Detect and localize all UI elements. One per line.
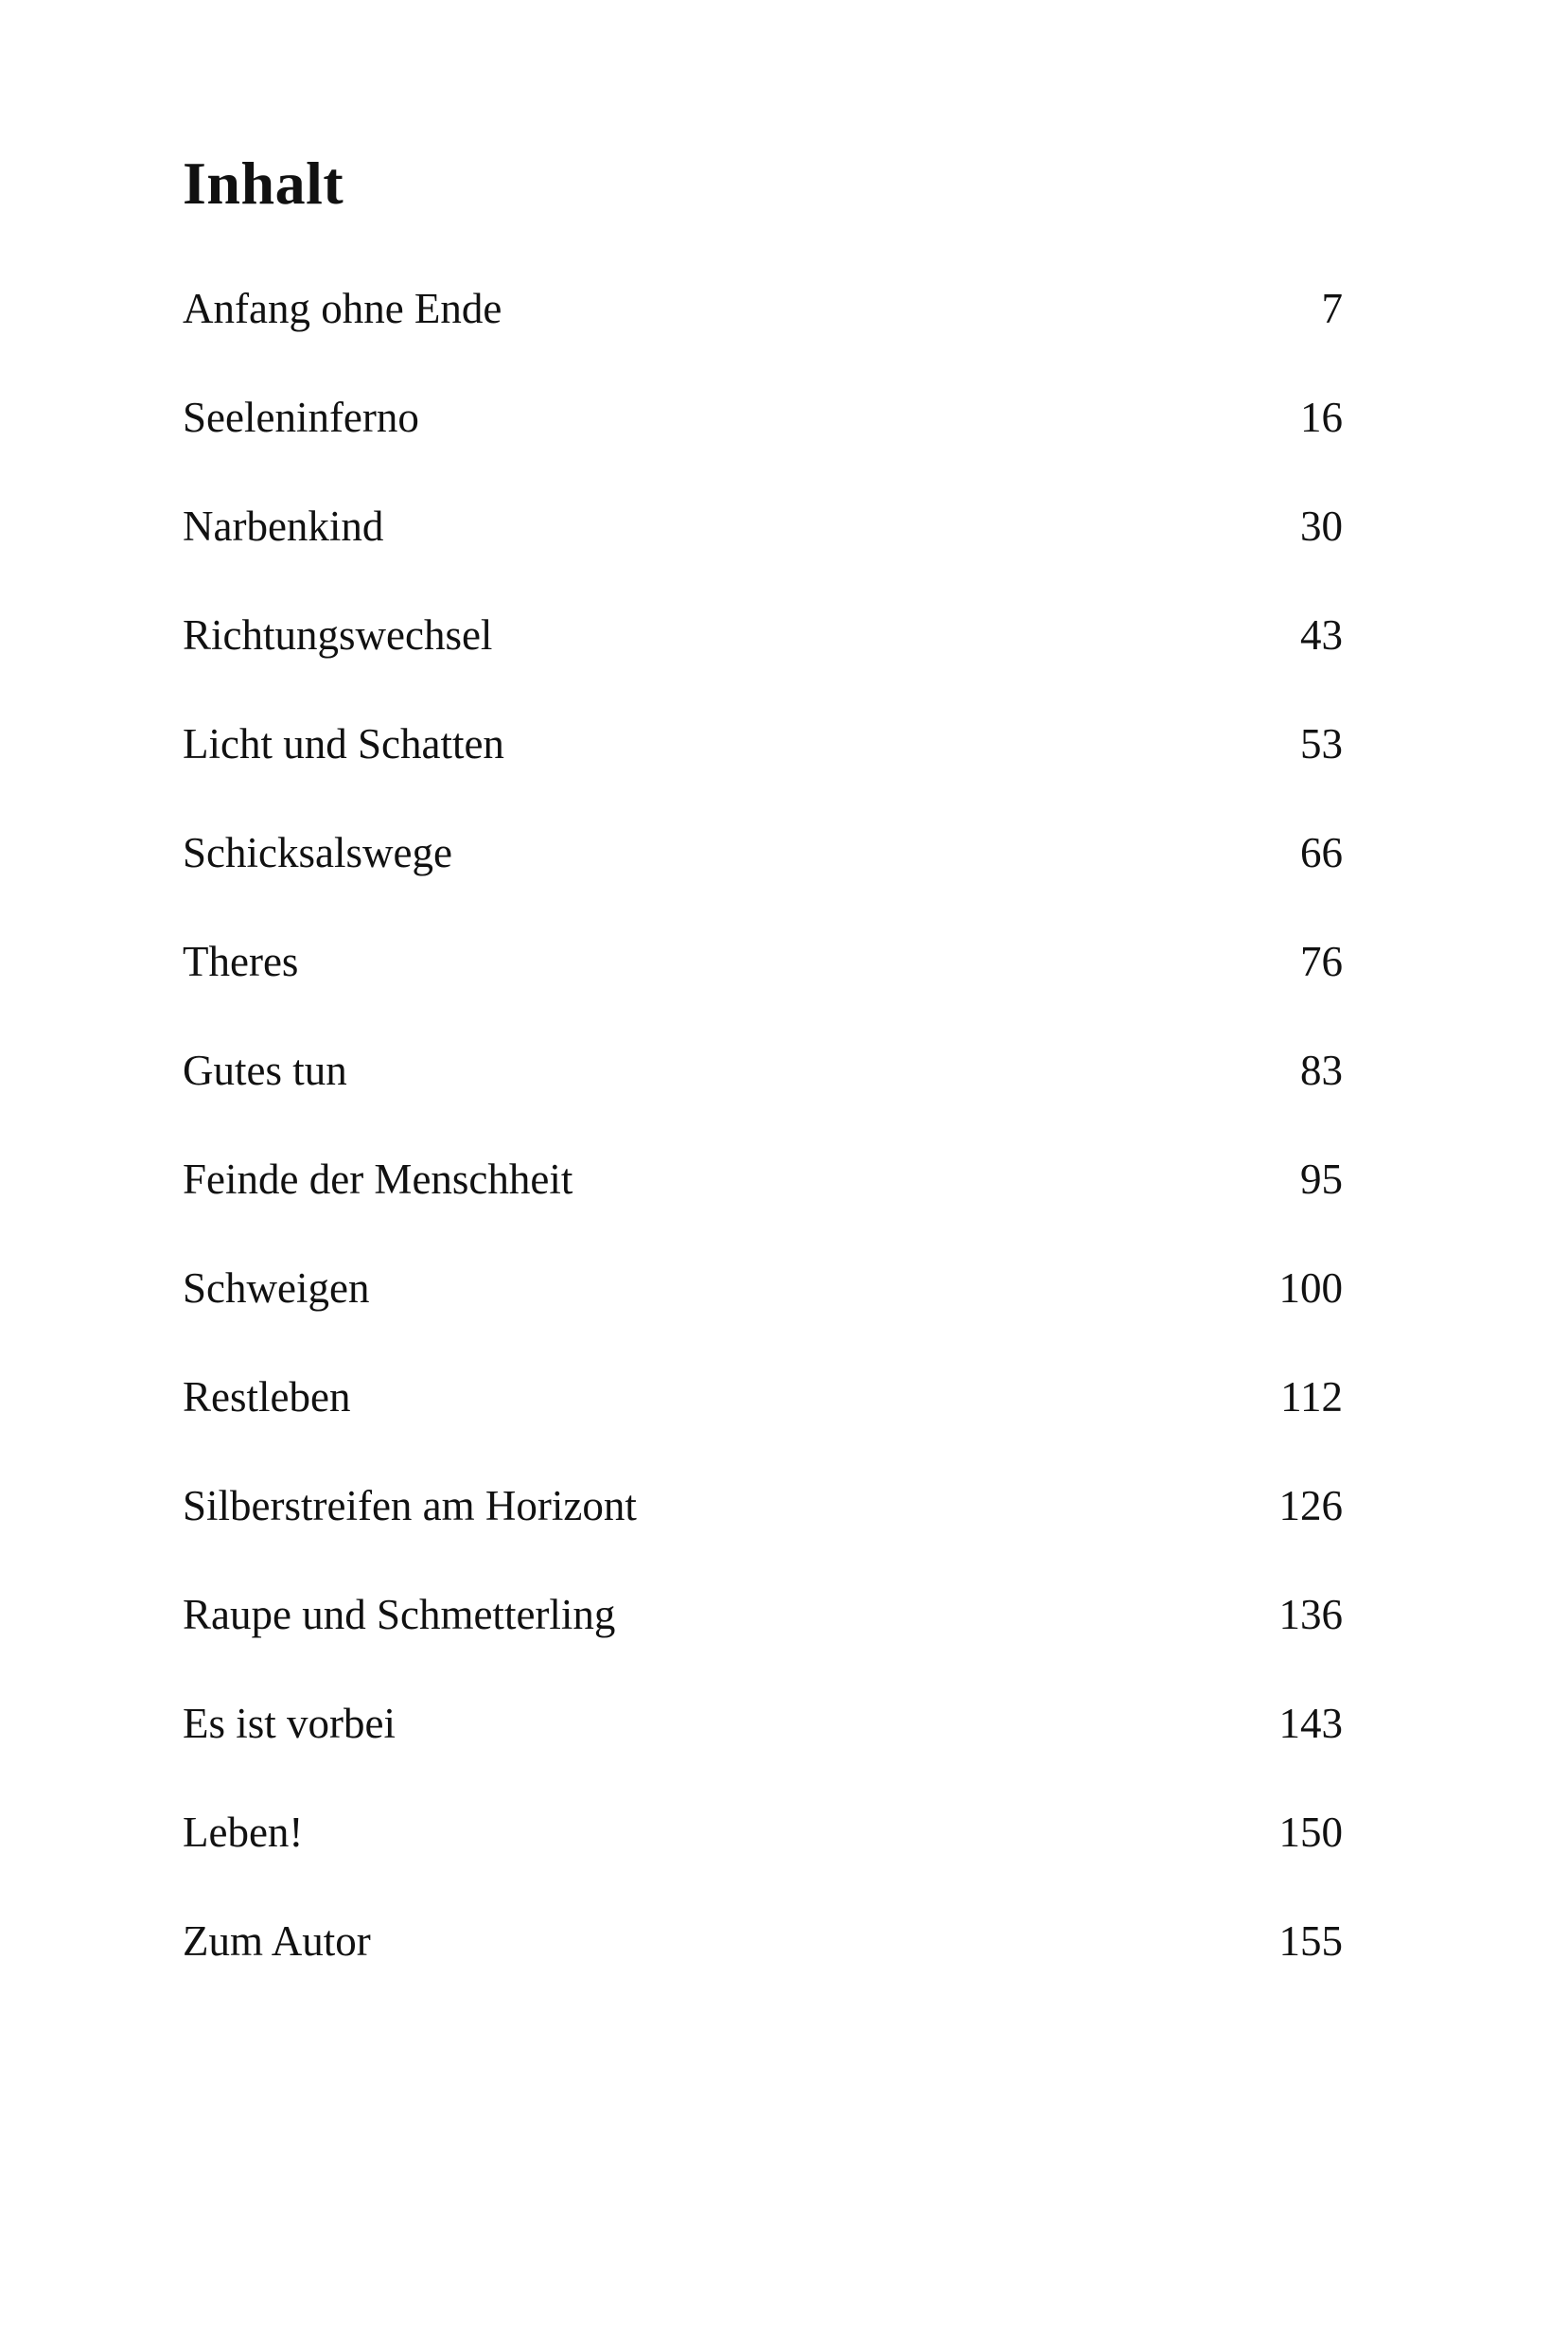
toc-entry xyxy=(183,282,1343,391)
toc-entry-title: Richtungswechsel xyxy=(183,611,493,659)
toc-entry-page-number: 7 xyxy=(1321,285,1343,332)
toc-entry-page-number: 76 xyxy=(1300,938,1343,985)
toc-entry-page-number: 43 xyxy=(1300,611,1343,659)
toc-entry-page-number: 16 xyxy=(1300,394,1343,441)
toc-entry xyxy=(183,717,1343,826)
toc-entry-title: Gutes tun xyxy=(183,1047,347,1094)
toc-entry-title: Zum Autor xyxy=(183,1917,371,1965)
toc-entry-title: Es ist vorbei xyxy=(183,1700,396,1747)
toc-entry xyxy=(183,826,1343,935)
toc-entry-title: Theres xyxy=(183,938,299,985)
toc-entry-title: Leben! xyxy=(183,1809,304,1856)
toc-entry-title: Restleben xyxy=(183,1373,351,1421)
toc-entry xyxy=(183,1370,1343,1479)
toc-entry-page-number: 143 xyxy=(1278,1700,1343,1747)
toc-entry xyxy=(183,935,1343,1044)
toc-entry xyxy=(183,1262,1343,1370)
toc-entry-page-number: 112 xyxy=(1280,1373,1343,1421)
toc-entry xyxy=(183,391,1343,500)
toc-entry-title: Licht und Schatten xyxy=(183,720,504,768)
toc-entry xyxy=(183,609,1343,717)
toc-entry-title: Anfang ohne Ende xyxy=(183,285,502,332)
toc-entry xyxy=(183,500,1343,609)
table-of-contents xyxy=(183,282,1343,2023)
toc-entry xyxy=(183,1044,1343,1153)
toc-entry-title: Narbenkind xyxy=(183,503,384,550)
toc-entry-page-number: 150 xyxy=(1278,1809,1343,1856)
toc-entry-title: Raupe und Schmetterling xyxy=(183,1591,616,1638)
toc-entry-page-number: 100 xyxy=(1278,1264,1343,1312)
toc-entry xyxy=(183,1697,1343,1806)
toc-entry-title: Schweigen xyxy=(183,1264,370,1312)
toc-entry-page-number: 66 xyxy=(1300,829,1343,876)
toc-entry-title: Schicksalswege xyxy=(183,829,452,876)
toc-entry-page-number: 30 xyxy=(1300,503,1343,550)
toc-entry xyxy=(183,1915,1343,2023)
toc-entry xyxy=(183,1806,1343,1915)
page-title: Inhalt xyxy=(183,150,344,217)
toc-entry xyxy=(183,1588,1343,1697)
toc-entry-page-number: 136 xyxy=(1278,1591,1343,1638)
toc-entry-title: Feinde der Menschheit xyxy=(183,1156,573,1203)
toc-entry-page-number: 53 xyxy=(1300,720,1343,768)
toc-entry xyxy=(183,1153,1343,1262)
toc-entry-title: Silberstreifen am Horizont xyxy=(183,1482,637,1529)
toc-entry-page-number: 95 xyxy=(1300,1156,1343,1203)
toc-entry-page-number: 83 xyxy=(1300,1047,1343,1094)
toc-entry-page-number: 126 xyxy=(1278,1482,1343,1529)
toc-entry-title: Seeleninferno xyxy=(183,394,419,441)
toc-entry xyxy=(183,1479,1343,1588)
toc-entry-page-number: 155 xyxy=(1278,1917,1343,1965)
